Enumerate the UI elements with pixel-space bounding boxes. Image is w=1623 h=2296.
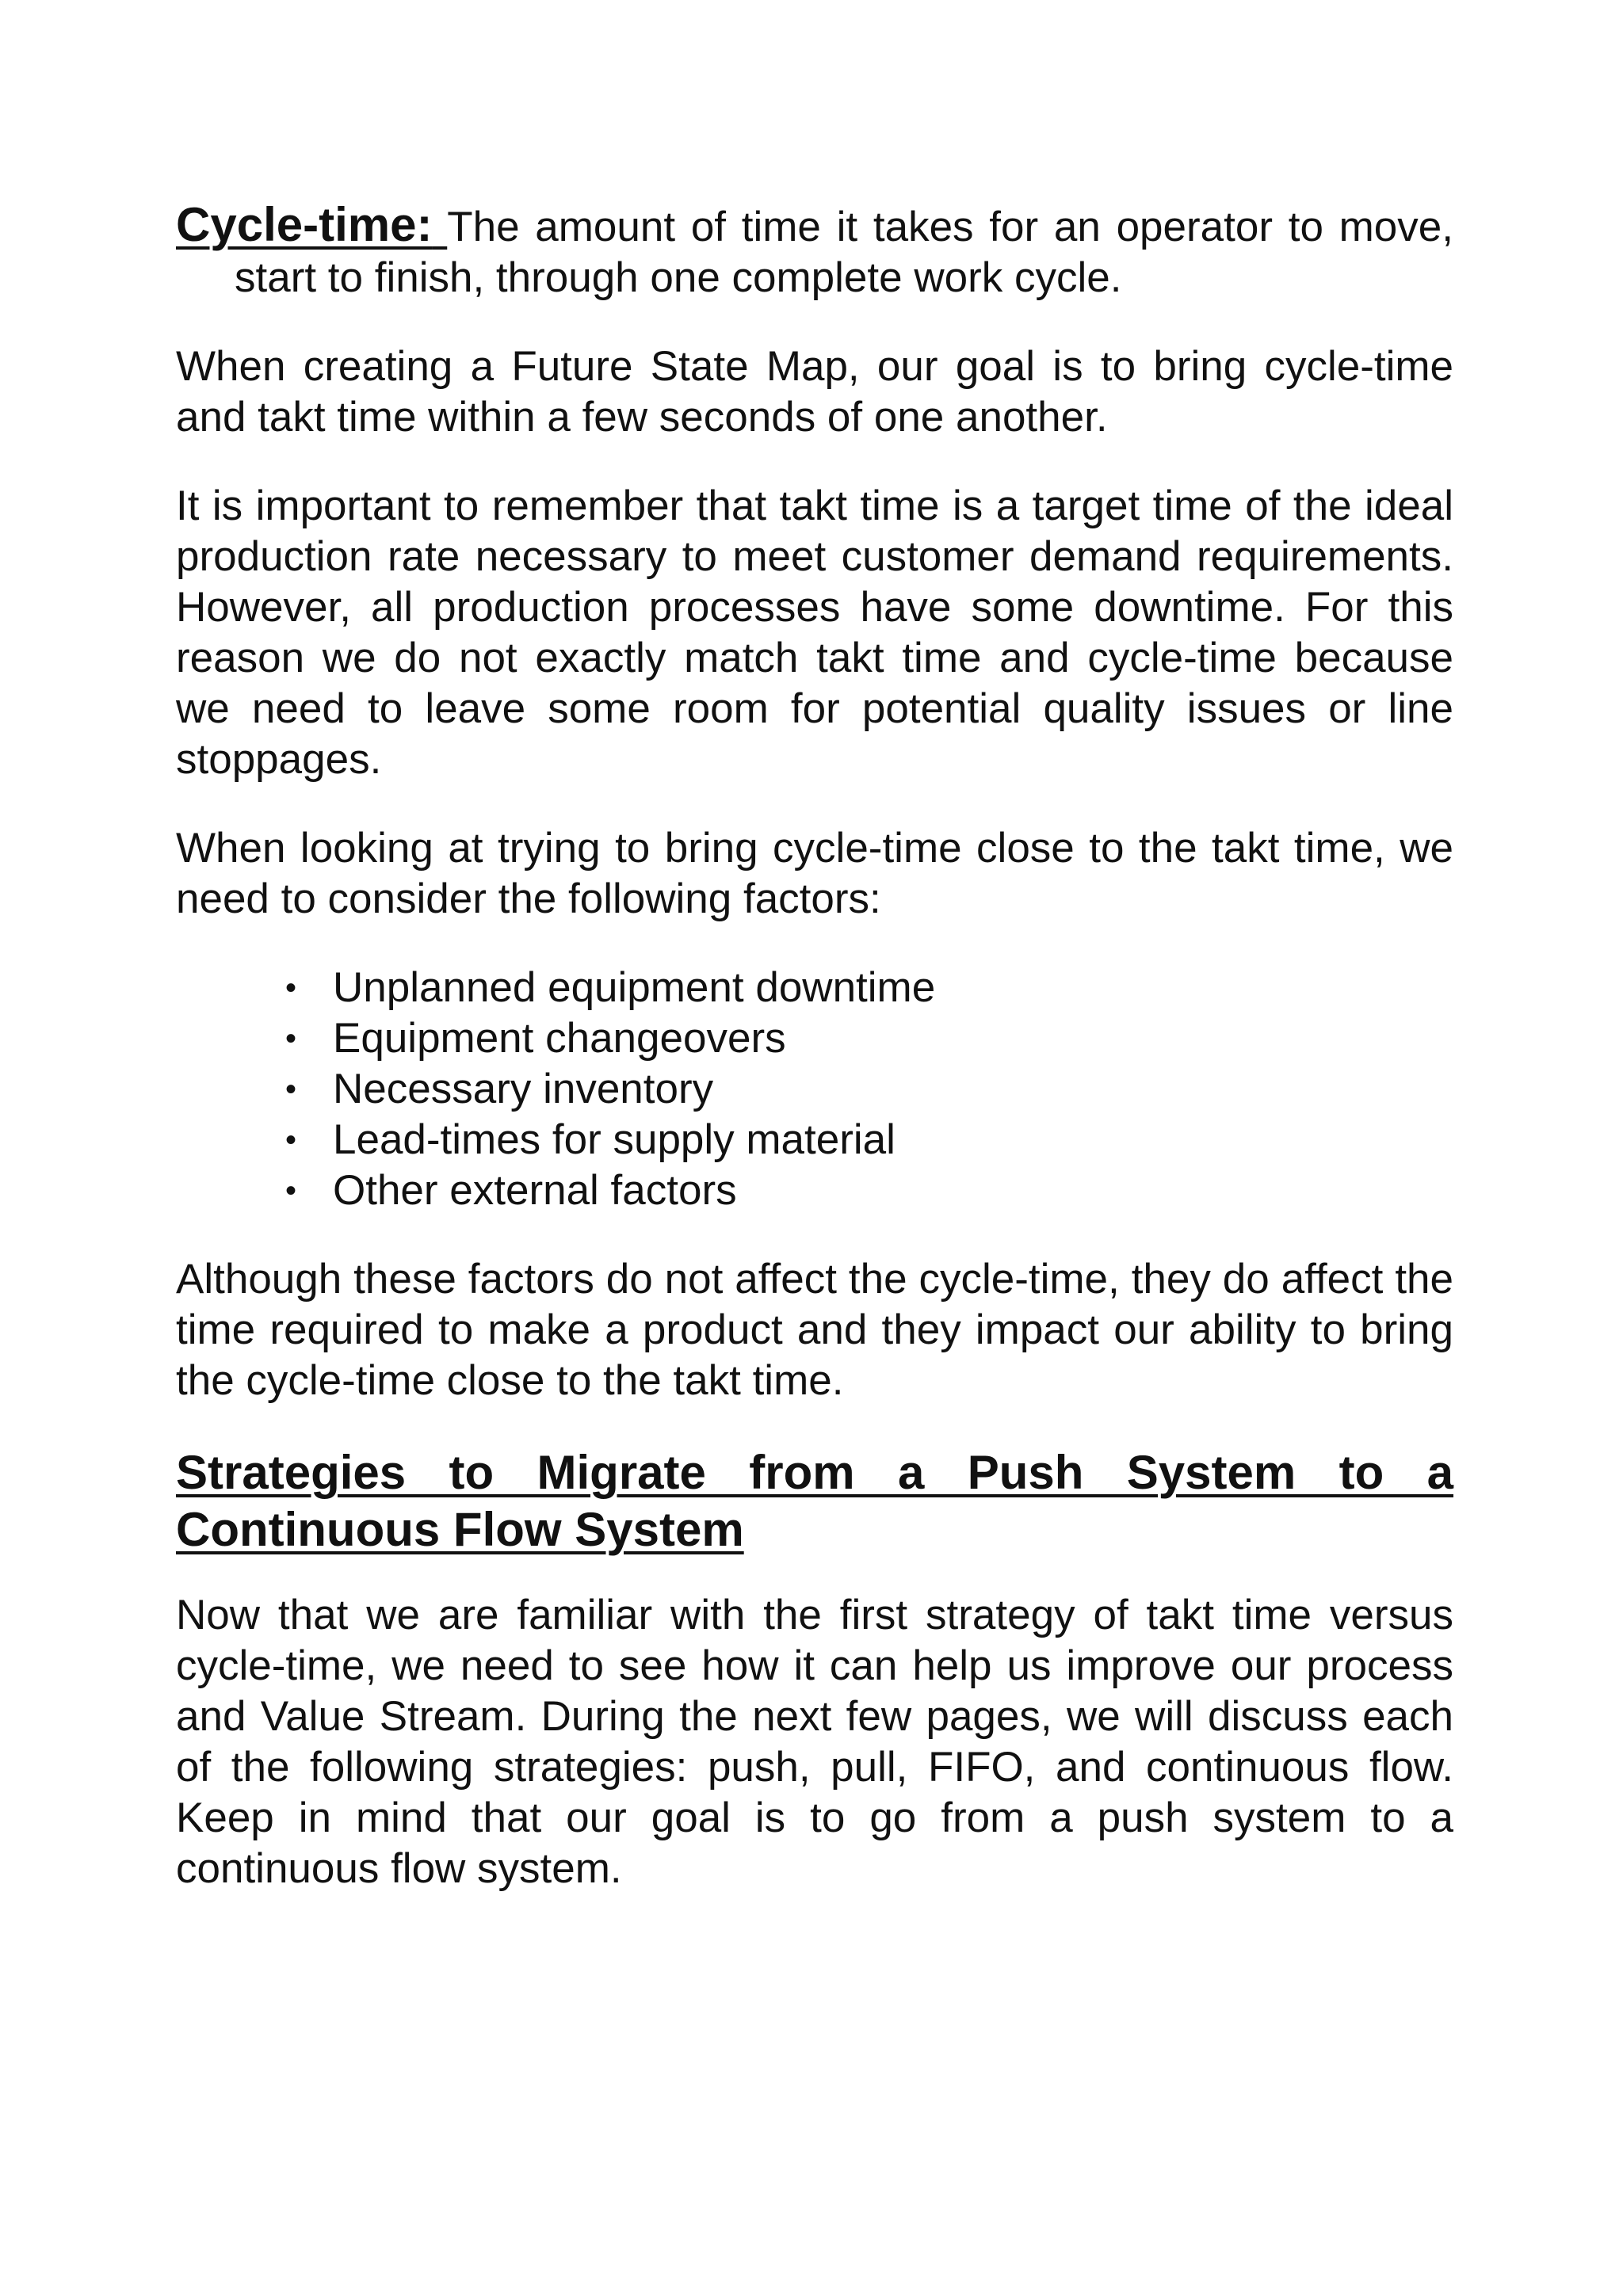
bullet-icon: • <box>285 1021 296 1056</box>
cycle-time-definition <box>176 200 1453 303</box>
bullet-icon: • <box>285 1123 296 1158</box>
paragraph-takt-time-target: It is important to remember that takt time is a target time of the ideal production rate necessary to meet customer demand requirements. However, all production processes have some downtime. For this reason we do not exactly match takt time and cycle-time because we need to leave some room for potential quality issues or line stoppages. <box>176 482 1453 783</box>
definition-text: The amount of time it takes for an operator to move, start to finish, through one complete work cycle. <box>235 204 1453 301</box>
list-item-text: Other external factors <box>333 1167 737 1214</box>
paragraph-future-state-goal: When creating a Future State Map, our goal is to bring cycle-time and takt time within a few seconds of one another. <box>176 343 1453 441</box>
paragraph-factors-impact: Although these factors do not affect the cycle-time, they do affect the time required to make a product and they impact our ability to bring the cycle-time close to the takt time. <box>176 1256 1453 1404</box>
paragraph-factors-intro: When looking at trying to bring cycle-time close to the takt time, we need to consider the following factors: <box>176 825 1453 922</box>
list-item-text: Equipment changeovers <box>333 1015 786 1062</box>
section-heading: Strategies to Migrate from a Push System to a Continuous Flow System <box>176 1446 1453 1556</box>
page-content <box>176 200 1453 1932</box>
list-item-text: Unplanned equipment downtime <box>333 964 936 1011</box>
paragraph-strategies-intro: Now that we are familiar with the first strategy of takt time versus cycle-time, we need to see how it can help us improve our process and Value Stream. During the next few pages, we will discuss each of the following strategies: push, pull, FIFO, and continuous flow. Keep in mind that our goal is to go from a push system to a continuous flow system. <box>176 1592 1453 1892</box>
bullet-icon: • <box>285 971 296 1005</box>
definition-term: Cycle-time: <box>176 198 433 251</box>
list-item <box>279 963 1453 1013</box>
definition-term-gap <box>432 204 447 250</box>
list-item <box>279 1013 1453 1064</box>
list-item-text: Necessary inventory <box>333 1066 714 1112</box>
list-item <box>279 1165 1453 1216</box>
list-item <box>279 1115 1453 1165</box>
list-item-text: Lead-times for supply material <box>333 1116 896 1163</box>
bullet-icon: • <box>285 1173 296 1208</box>
factors-list <box>176 963 1453 1216</box>
bullet-icon: • <box>285 1072 296 1107</box>
list-item <box>279 1064 1453 1115</box>
